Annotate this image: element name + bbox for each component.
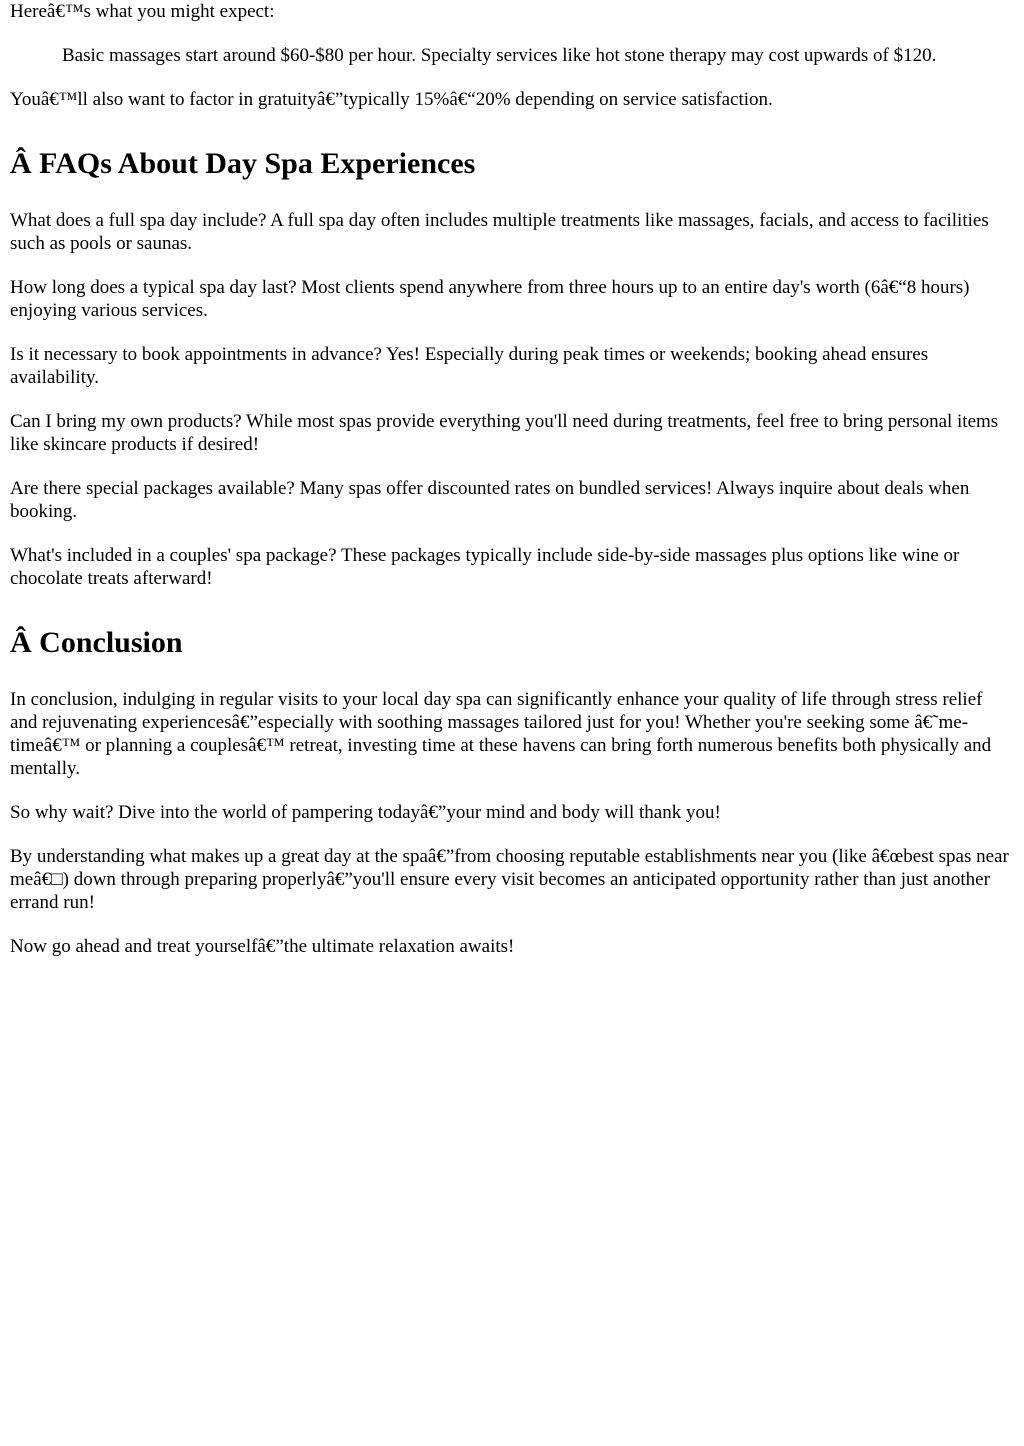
conclusion-paragraph: By understanding what makes up a great day at the spaâ€”from choosing reputable establishments near you (like â€œbest spas near meâ€□) down through preparing properlyâ€”you'll ensure every visit becomes an anticipated opportunity rather than just another errand run! bbox=[10, 846, 1009, 913]
conclusion-paragraph: In conclusion, indulging in regular visits to your local day spa can significantly enhance your quality of life through stress relief and rejuvenating experiencesâ€”especially with soothing massages tailored just for you! Whether you're seeking some â€˜me-timeâ€™ or planning a couplesâ€™ retreat, investing time at these havens can bring forth numerous benefits both physically and mentally. bbox=[10, 689, 992, 779]
faq-item: Is it necessary to book appointments in advance? Yes! Especially during peak times or weekends; booking ahead ensures availability. bbox=[10, 344, 929, 388]
faq-heading: Â FAQs About Day Spa Experiences bbox=[10, 147, 476, 180]
faq-item: Can I bring my own products? While most spas provide everything you'll need during treatments, feel free to bring personal items like skincare products if desired! bbox=[10, 411, 999, 455]
gratuity-paragraph: Youâ€™ll also want to factor in gratuityâ€”typically 15%â€“20% depending on service satisfaction. bbox=[10, 89, 773, 110]
intro-paragraph: Hereâ€™s what you might expect: bbox=[10, 1, 275, 22]
faq-item: What's included in a couples' spa package? These packages typically include side-by-side massages plus options like wine or chocolate treats afterward! bbox=[10, 545, 960, 589]
closing-paragraph: Now go ahead and treat yourselfâ€”the ultimate relaxation awaits! bbox=[10, 936, 515, 957]
conclusion-heading: Â Conclusion bbox=[10, 626, 183, 659]
faq-item: How long does a typical spa day last? Most clients spend anywhere from three hours up to an entire day's worth (6â€“8 hours) enjoying various services. bbox=[10, 277, 970, 321]
faq-item: What does a full spa day include? A full spa day often includes multiple treatments like massages, facials, and access to facilities such as pools or saunas. bbox=[10, 210, 989, 254]
conclusion-paragraph: So why wait? Dive into the world of pampering todayâ€”your mind and body will thank you! bbox=[10, 802, 721, 823]
pricing-quote: Basic massages start around $60-$80 per hour. Specialty services like hot stone therapy may cost upwards of $120. bbox=[62, 45, 937, 66]
faq-item: Are there special packages available? Many spas offer discounted rates on bundled services! Always inquire about deals when booking. bbox=[10, 478, 970, 522]
